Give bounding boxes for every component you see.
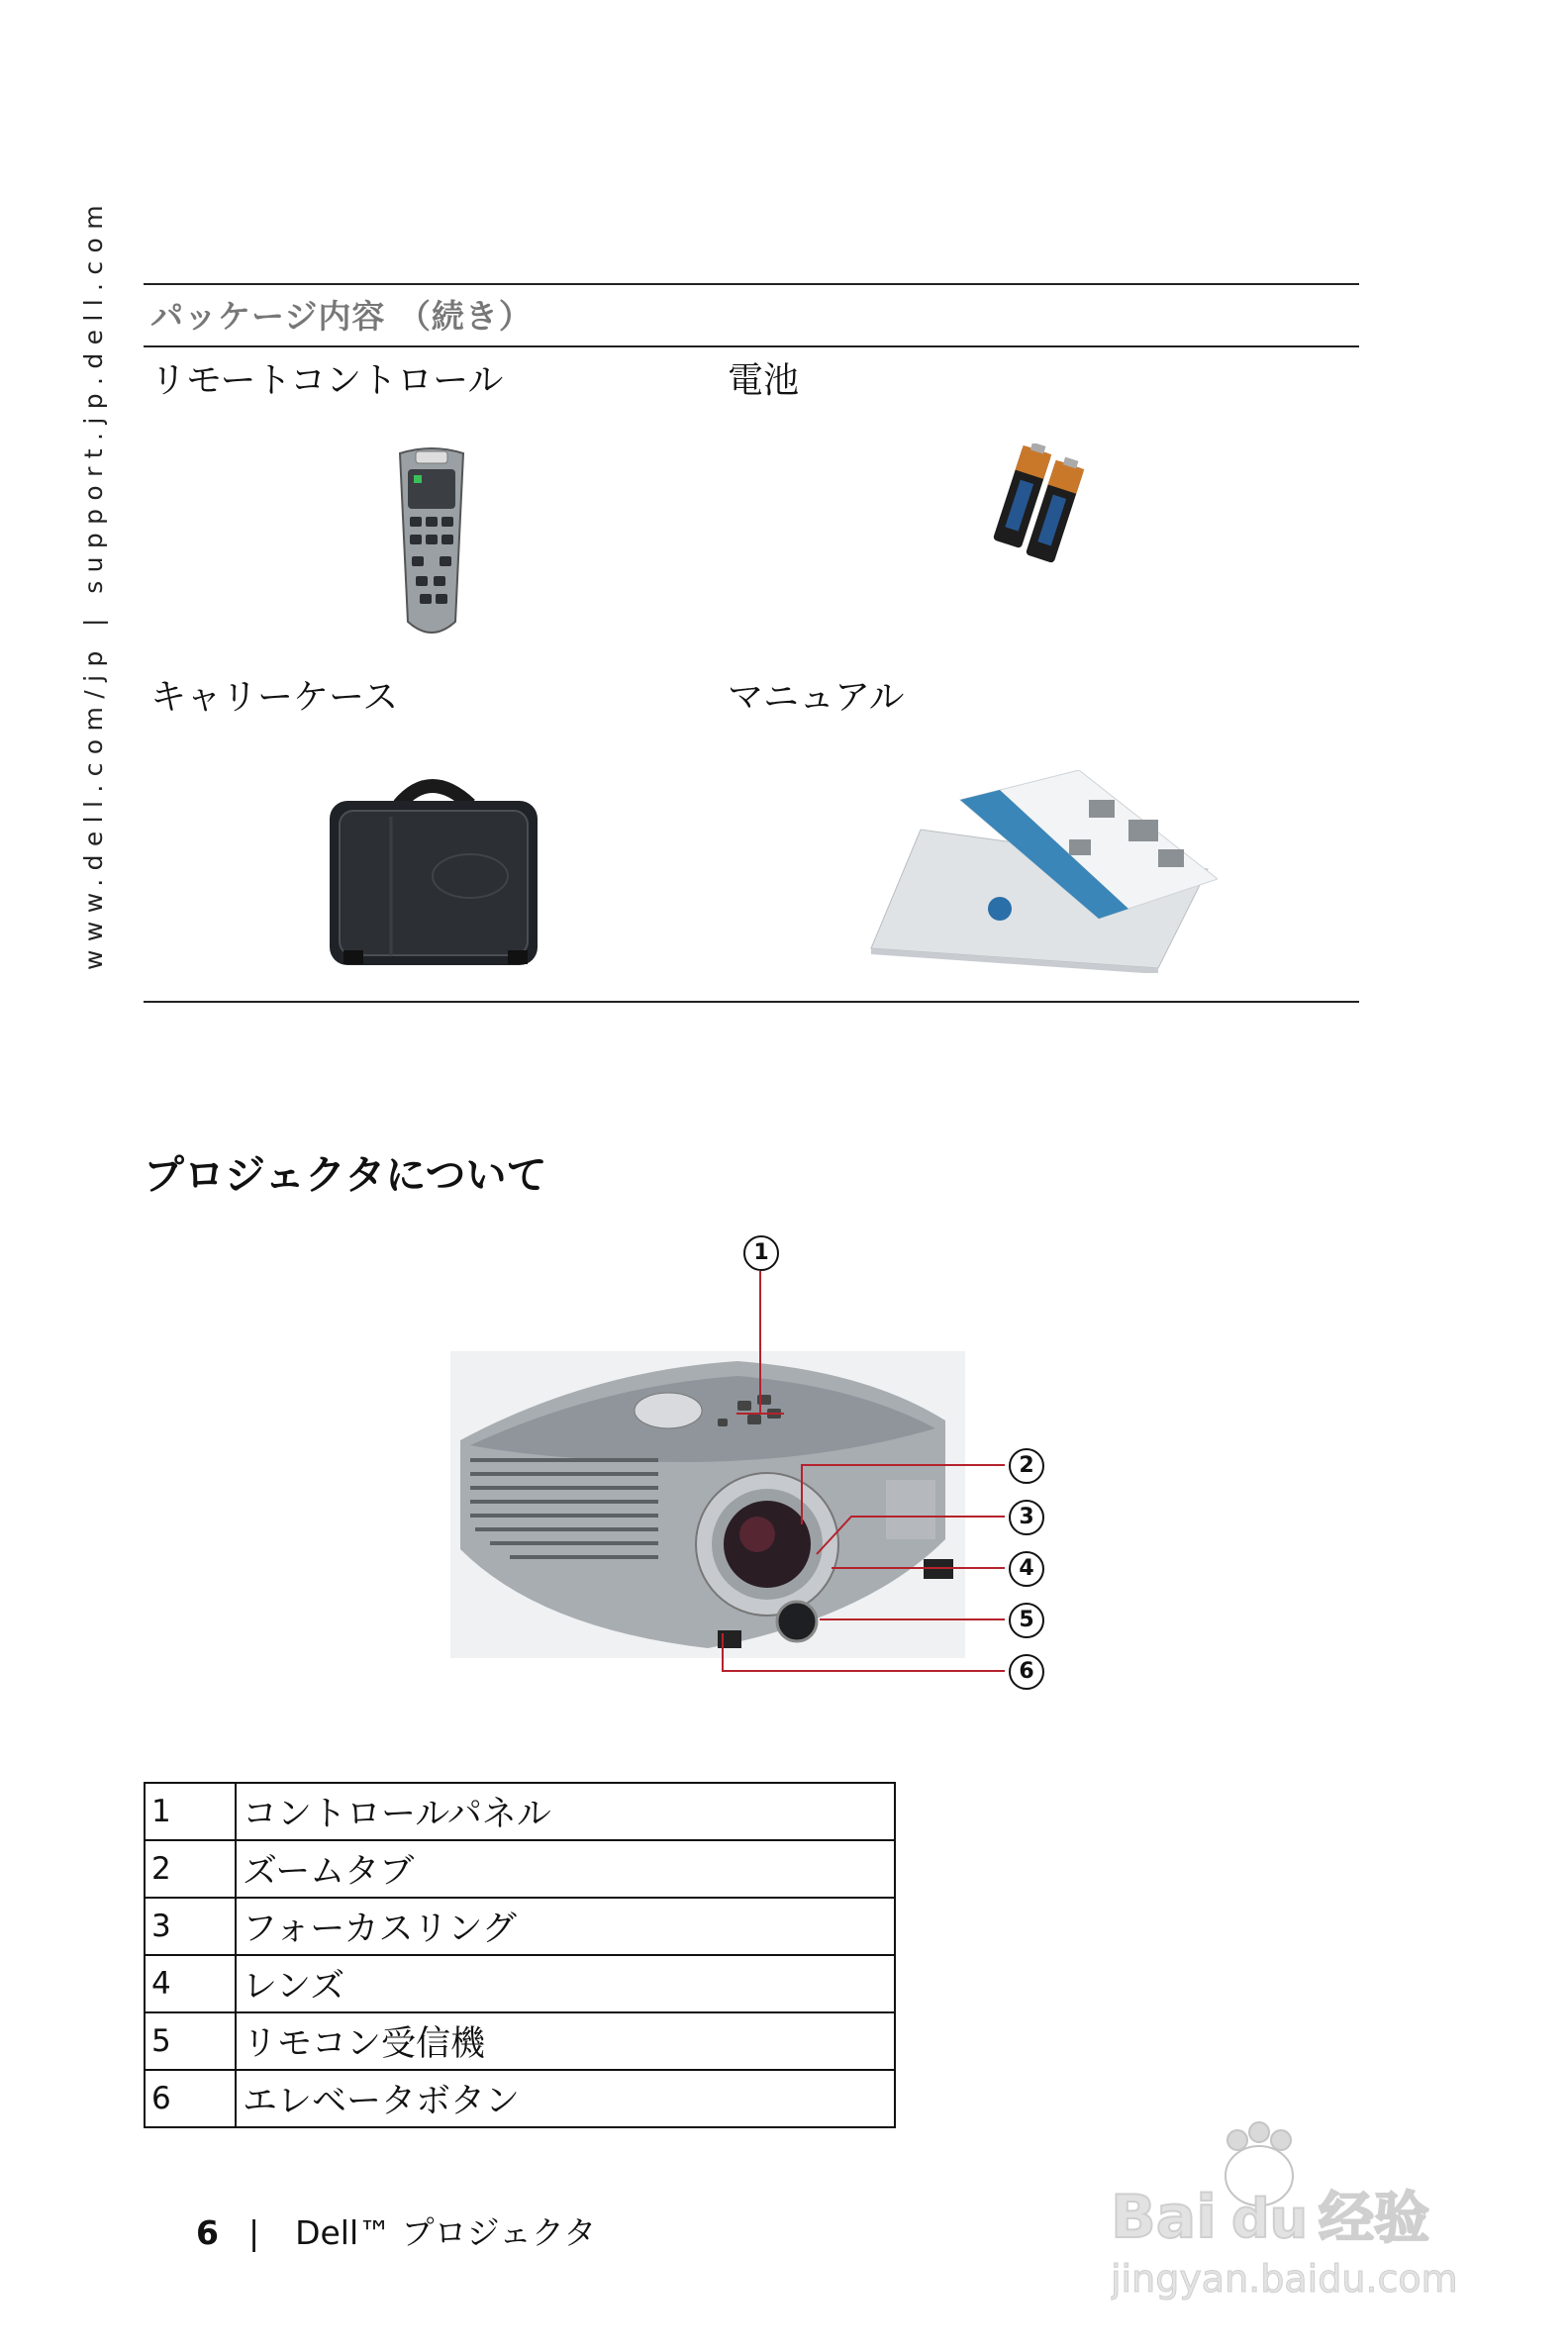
baidu-watermark-logo — [1111, 2118, 1487, 2306]
callout-1: 1 — [743, 1235, 779, 1271]
svg-text:经验: 经验 — [1319, 2187, 1429, 2251]
callout-3: 3 — [1009, 1500, 1044, 1535]
part-name: エレベータボタン — [236, 2070, 895, 2127]
table-row — [145, 1898, 895, 1955]
callout-4: 4 — [1009, 1551, 1044, 1587]
footer-separator: | — [247, 2213, 260, 2252]
table-row — [145, 1840, 895, 1898]
parts-table — [144, 1782, 896, 2128]
table-row — [145, 2070, 895, 2127]
table-row — [145, 1783, 895, 1840]
sidebar-url: www.dell.com/jp | support.jp.dell.com — [79, 196, 108, 970]
carrying-case-label: キャリーケース — [150, 677, 399, 718]
table-row — [145, 1955, 895, 2012]
footer-title: Dell™ プロジェクタ — [295, 2213, 597, 2252]
part-name: コントロールパネル — [236, 1783, 895, 1840]
part-number: 4 — [145, 1955, 236, 2012]
callout-6: 6 — [1009, 1654, 1044, 1690]
manuals-label: マニュアル — [728, 677, 905, 718]
part-number: 6 — [145, 2070, 236, 2127]
batteries-label: 電池 — [728, 360, 800, 401]
callout-5: 5 — [1009, 1603, 1044, 1638]
svg-text:jingyan.baidu.com: jingyan.baidu.com — [1111, 2257, 1458, 2301]
remote-control-label: リモートコントロール — [150, 360, 504, 401]
part-name: レンズ — [236, 1955, 895, 2012]
svg-text:du: du — [1231, 2188, 1309, 2250]
part-number: 2 — [145, 1840, 236, 1898]
part-name: ズームタブ — [236, 1840, 895, 1898]
part-name: リモコン受信機 — [236, 2012, 895, 2070]
page-number: 6 — [196, 2213, 219, 2252]
section-title: プロジェクタについて — [144, 1151, 547, 1199]
page-footer — [196, 2207, 596, 2254]
callout-2: 2 — [1009, 1448, 1044, 1484]
table-row — [145, 2012, 895, 2070]
part-number: 5 — [145, 2012, 236, 2070]
part-number: 1 — [145, 1783, 236, 1840]
part-name: フォーカスリング — [236, 1898, 895, 1955]
package-title: パッケージ内容 （続き） — [150, 297, 533, 336]
svg-text:Bai: Bai — [1111, 2183, 1217, 2252]
part-number: 3 — [145, 1898, 236, 1955]
